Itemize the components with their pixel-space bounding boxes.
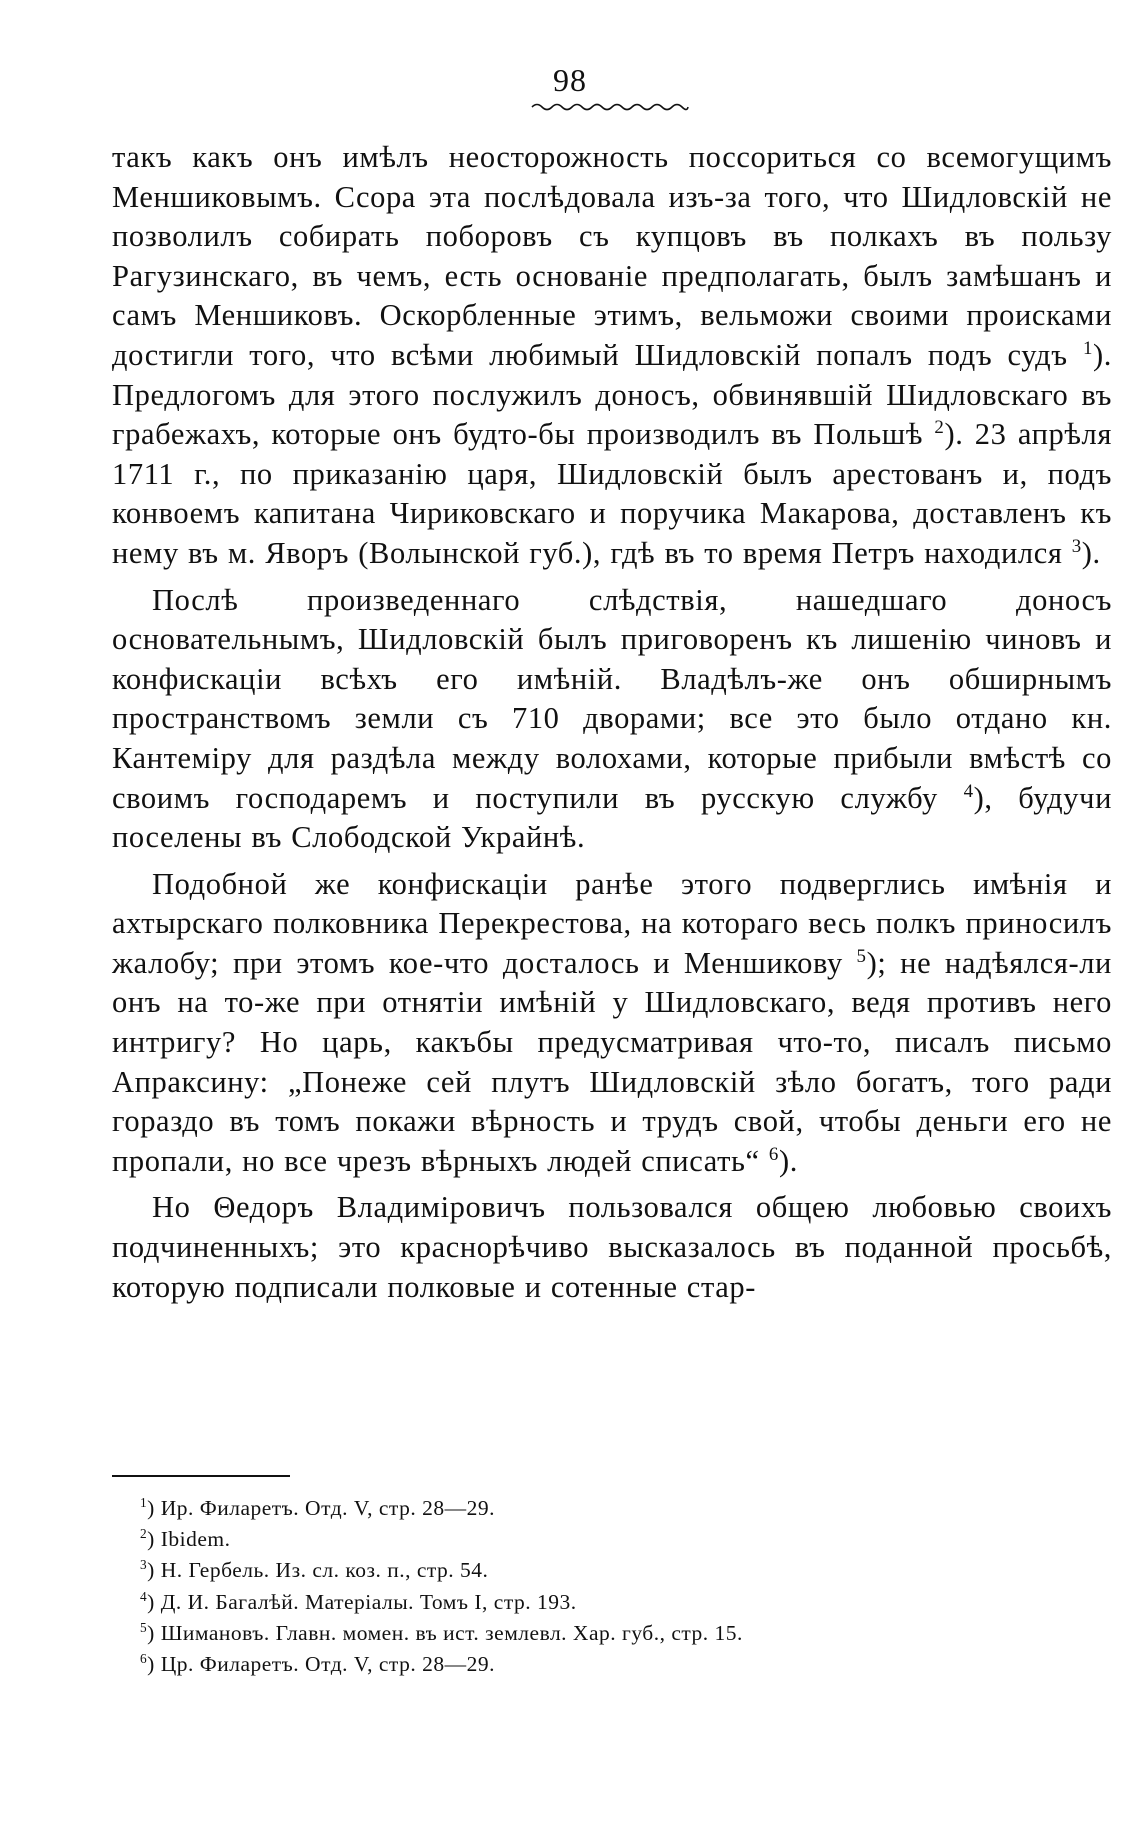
footnote (140, 1524, 1100, 1555)
paragraph-text: ). Предлогомъ для этого послужилъ доносъ, обвинявшій Шидловскаго въ грабежахъ, которые онъ будто-бы производилъ въ Польшѣ (112, 337, 1112, 452)
footnote-ref: 4 (963, 780, 974, 802)
main-text (112, 138, 1112, 1307)
footnote-mark: 5 (140, 1619, 148, 1635)
paragraph-text: ), будучи поселены въ Слободской Украйнѣ. (112, 780, 1113, 855)
footnote-text: ) Цр. Филаретъ. Отд. V, стр. 28—29. (147, 1652, 495, 1677)
footnote-mark: 1 (140, 1494, 148, 1510)
footnote-mark: 3 (140, 1557, 148, 1573)
footnote-text: ) Н. Гербель. Из. сл. коз. п., стр. 54. (147, 1558, 489, 1583)
footnote-divider (112, 1475, 290, 1477)
footnote-ref: 5 (856, 945, 867, 967)
footnote (140, 1618, 1100, 1649)
paragraph (112, 1188, 1112, 1307)
paragraph (112, 865, 1112, 1182)
footnote (140, 1649, 1100, 1680)
footnote (140, 1493, 1100, 1524)
page-number: 98 (553, 62, 587, 98)
paragraph (112, 581, 1112, 858)
footnote-text: ) Ир. Филаретъ. Отд. V, стр. 28—29. (147, 1496, 495, 1520)
paragraph-text: такъ какъ онъ имѣлъ неосторожность поссориться со всемогущимъ Меншиковымъ. Ссора эта послѣдовала изъ-за того, что Шидловскій не позволилъ собирать поборовъ съ купцовъ въ полкахъ въ пользу Рагузинскаго, въ чемъ, есть основаніе предполагать, былъ замѣшанъ и самъ Меншиковъ. Оскорбленные этимъ, вельможи своими происками достигли того, что всѣми любимый Шидловскій попалъ подъ судъ (112, 140, 1112, 372)
paragraph-text: Но Θедоръ Владиміровичъ пользовался общею любовью своихъ подчиненныхъ; это краснорѣчиво высказалось въ поданной просьбѣ, которую подписали полковые и сотенные стар- (112, 1190, 1112, 1304)
footnote-ref: 6 (768, 1143, 779, 1165)
footnote-text: ) Шимановъ. Главн. момен. въ ист. землевл. Хар. губ., стр. 15. (147, 1620, 743, 1645)
footnotes (140, 1493, 1100, 1680)
paragraph-text: ). (1081, 535, 1101, 570)
footnote (140, 1587, 1100, 1618)
paragraph-text: ). (778, 1143, 798, 1178)
footnote-text: ) Ibidem. (147, 1527, 231, 1552)
footnote-mark: 4 (140, 1588, 148, 1604)
footnote-ref: 2 (934, 417, 945, 438)
paragraph-text: ); не надѣялся-ли онъ на то-же при отнятіи имѣній у Шидловскаго, ведя противъ него интригу? Но царь, какъбы предусматривая что-то, писалъ письмо Апраксину: „Понеже сей плутъ Шидловскій зѣло богатъ, того ради гораздо въ томъ покажи вѣрность и трудъ свой, чтобы деньги его не пропали, но все чрезъ вѣрныхъ людей списать“ (112, 945, 1112, 1178)
footnote-mark: 6 (140, 1650, 148, 1666)
footnote-ref: 3 (1071, 535, 1082, 557)
footnote-text: ) Д. И. Багалѣй. Матеріалы. Томъ I, стр. 193. (147, 1589, 577, 1614)
paragraph (112, 138, 1112, 574)
footnote (140, 1555, 1100, 1586)
paragraph-text: ). 23 апрѣля 1711 г., по приказанію царя, Шидловскій былъ арестованъ и, подъ конвоемъ капитана Чириковскаго и поручика Макарова, доставленъ къ нему въ м. Яворъ (Волынской губ.), гдѣ въ то время Петръ находился (112, 417, 1113, 570)
footnote-mark: 2 (140, 1526, 148, 1542)
footnote-ref: 1 (1082, 337, 1094, 359)
paragraph-text: Подобной же конфискаціи ранѣе этого подверглись имѣнія и ахтырскаго полковника Перекрестова, на котораго весь полкъ приносилъ жалобу; при этомъ кое-что досталось и Меншикову (112, 866, 1112, 980)
paragraph-text: Послѣ произведеннаго слѣдствія, нашедшаго доносъ основательнымъ, Шидловскій былъ приговоренъ къ лишенію чиновъ и конфискаціи всѣхъ его имѣній. Владѣлъ-же онъ обширнымъ пространствомъ земли съ 710 дворами; все это было отдано кн. Кантеміру для раздѣла между волохами, которые прибыли вмѣстѣ со своимъ господаремъ и поступили въ русскую службу (112, 582, 1112, 815)
wavy-ornament (530, 101, 690, 113)
